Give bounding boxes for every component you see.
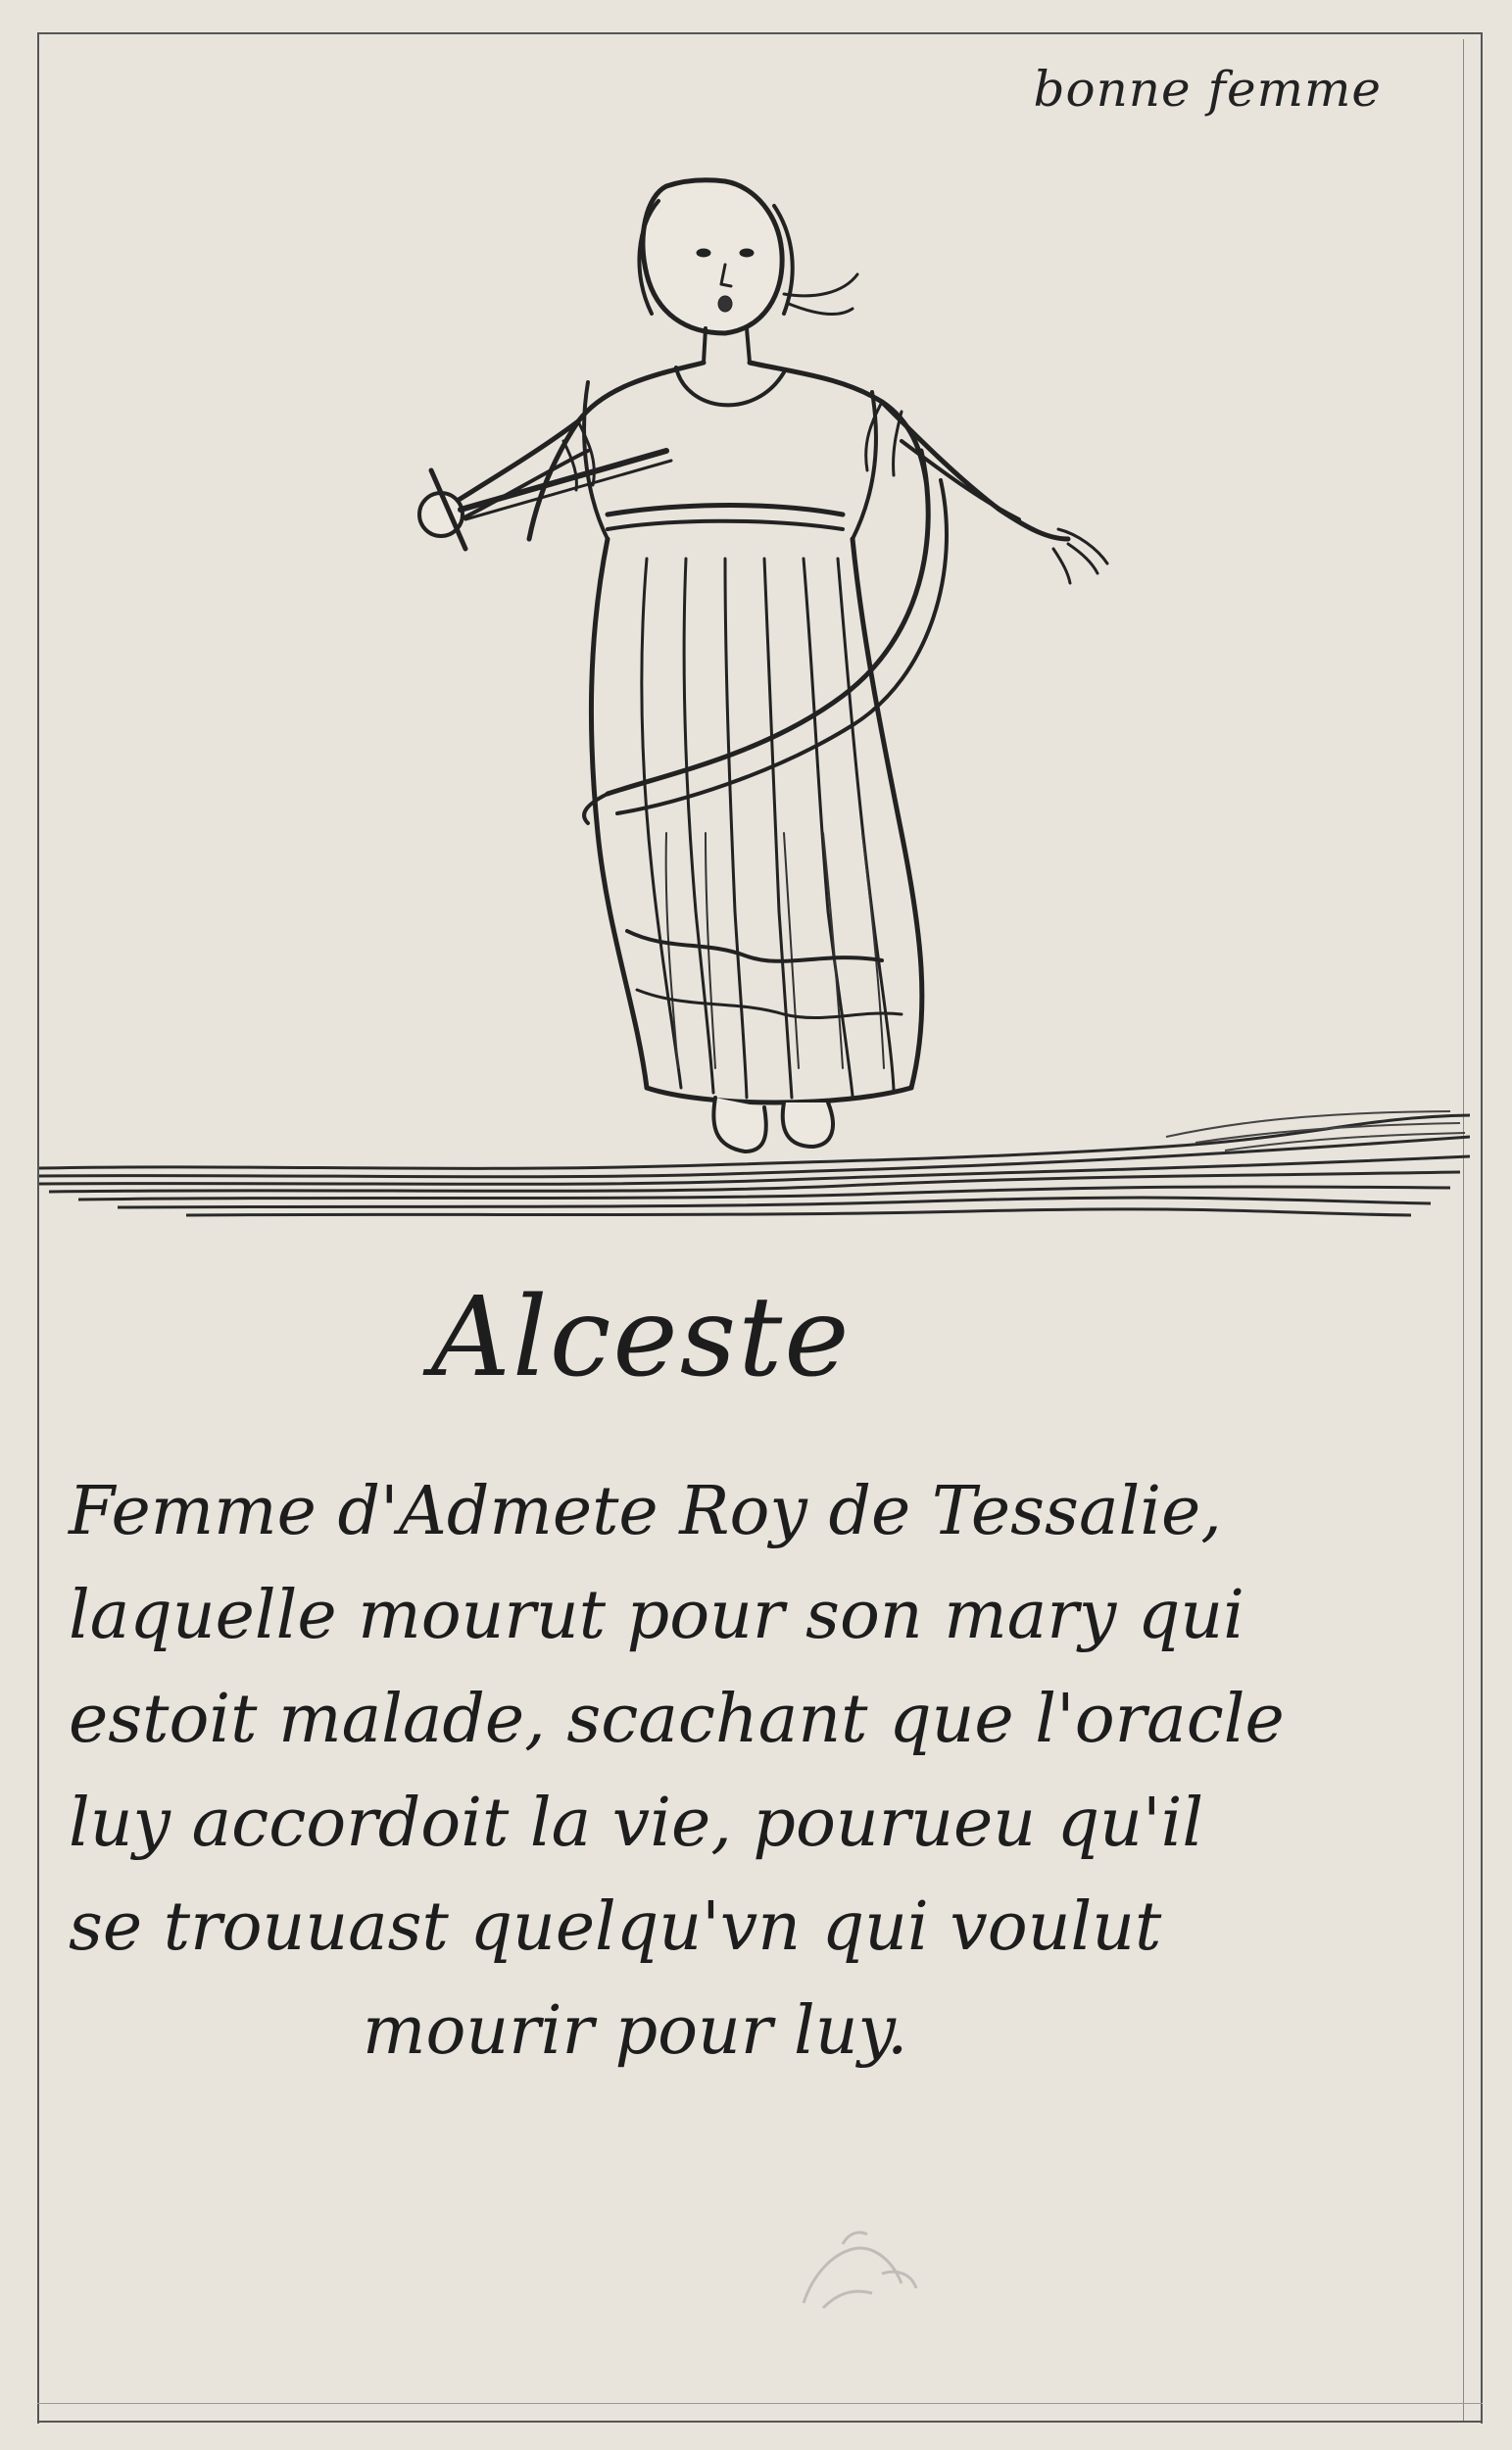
faint-collector-mark: [784, 2215, 931, 2332]
caption-line: laquelle mourut pour son mary qui: [69, 1577, 1244, 1654]
frame-inner-bottom-border: [37, 2403, 1483, 2404]
alceste-figure-illustration: [294, 127, 1176, 1245]
caption-line: mourir pour luy.: [363, 1992, 908, 2070]
frame-top-border: [37, 32, 1483, 34]
corner-label: bonne femme: [1033, 61, 1382, 118]
frame-right-border: [1481, 32, 1483, 2424]
frame-bottom-border: [37, 2421, 1483, 2423]
caption-line: luy accordoit la vie, pourueu qu'il: [69, 1785, 1204, 1862]
caption-line: se trouuast quelqu'vn qui voulut: [69, 1888, 1162, 1966]
caption-text: [69, 1460, 1440, 2083]
title-alceste: Alceste: [431, 1274, 852, 1401]
caption-line: Femme d'Admete Roy de Tessalie,: [69, 1473, 1222, 1550]
caption-line: estoit malade, scachant que l'oracle: [69, 1681, 1285, 1758]
